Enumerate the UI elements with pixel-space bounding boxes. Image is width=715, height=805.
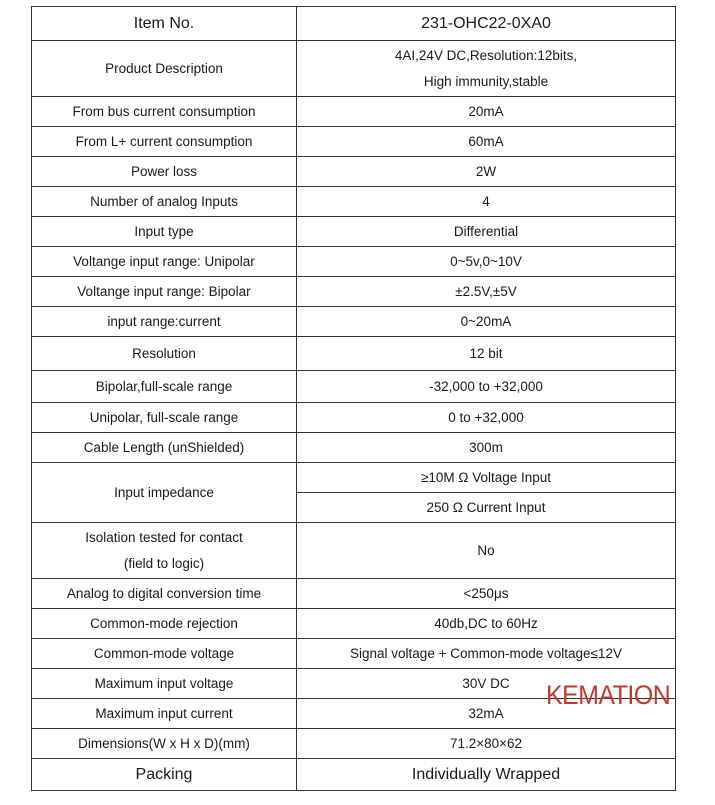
table-row <box>32 127 676 157</box>
row-label: Maximum input current <box>32 699 297 729</box>
row-label: Bipolar,full-scale range <box>32 371 297 403</box>
row-label: Cable Length (unShielded) <box>32 433 297 463</box>
table-row <box>32 609 676 639</box>
item-no-label: Item No. <box>32 7 297 41</box>
table-row <box>32 433 676 463</box>
row-value: 12 bit <box>297 337 676 371</box>
table-row <box>32 97 676 127</box>
row-label: Dimensions(W x H x D)(mm) <box>32 729 297 759</box>
row-label: Resolution <box>32 337 297 371</box>
row-value: -32,000 to +32,000 <box>297 371 676 403</box>
input-impedance-label: Input impedance <box>32 463 297 523</box>
row-label: Input type <box>32 217 297 247</box>
table-row <box>32 523 676 579</box>
table-row <box>32 639 676 669</box>
item-no-value: 231-OHC22-0XA0 <box>297 7 676 41</box>
spec-table <box>31 6 676 791</box>
row-value: 0 to +32,000 <box>297 403 676 433</box>
description-line: High immunity,stable <box>423 73 549 89</box>
table-row <box>32 187 676 217</box>
input-impedance-current: 250 Ω Current Input <box>297 493 676 523</box>
row-value: 300m <box>297 433 676 463</box>
row-value: 32mA <box>297 699 676 729</box>
table-row <box>32 157 676 187</box>
row-value: 71.2×80×62 <box>297 729 676 759</box>
description-line: 4AI,24V DC,Resolution:12bits, <box>394 47 578 63</box>
row-value: 40db,DC to 60Hz <box>297 609 676 639</box>
product-description-value <box>297 41 676 97</box>
isolation-value: No <box>297 523 676 579</box>
row-value: 20mA <box>297 97 676 127</box>
row-value: 4 <box>297 187 676 217</box>
isolation-label-line: (field to logic) <box>123 555 205 571</box>
table-row <box>32 729 676 759</box>
row-label: Power loss <box>32 157 297 187</box>
header-row <box>32 7 676 41</box>
isolation-label <box>32 523 297 579</box>
row-value: 60mA <box>297 127 676 157</box>
row-value: ±2.5V,±5V <box>297 277 676 307</box>
table-row <box>32 41 676 97</box>
table-row <box>32 247 676 277</box>
row-label: Common-mode rejection <box>32 609 297 639</box>
row-label: From bus current consumption <box>32 97 297 127</box>
table-row <box>32 217 676 247</box>
row-label: Voltange input range: Unipolar <box>32 247 297 277</box>
row-value: <250μs <box>297 579 676 609</box>
product-description-label: Product Description <box>32 41 297 97</box>
row-label: From L+ current consumption <box>32 127 297 157</box>
table-row <box>32 307 676 337</box>
row-label: input range:current <box>32 307 297 337</box>
table-row <box>32 337 676 371</box>
row-value: 0~5v,0~10V <box>297 247 676 277</box>
table-row <box>32 277 676 307</box>
row-value: 0~20mA <box>297 307 676 337</box>
input-impedance-voltage: ≥10M Ω Voltage Input <box>297 463 676 493</box>
table-row <box>32 371 676 403</box>
row-value: Differential <box>297 217 676 247</box>
isolation-label-line: Isolation tested for contact <box>85 529 243 545</box>
row-value: 2W <box>297 157 676 187</box>
row-label: Voltange input range: Bipolar <box>32 277 297 307</box>
row-value: 30V DC <box>297 669 676 699</box>
table-row <box>32 579 676 609</box>
row-label: Common-mode voltage <box>32 639 297 669</box>
kemation-watermark: KEMATION <box>546 680 671 710</box>
row-label: Maximum input voltage <box>32 669 297 699</box>
packing-value: Individually Wrapped <box>297 759 676 791</box>
row-label: Unipolar, full-scale range <box>32 403 297 433</box>
table-row <box>32 403 676 433</box>
table-row <box>32 463 676 493</box>
packing-label: Packing <box>32 759 297 791</box>
row-value: Signal voltage + Common-mode voltage≤12V <box>297 639 676 669</box>
row-label: Number of analog Inputs <box>32 187 297 217</box>
packing-row <box>32 759 676 791</box>
row-label: Analog to digital conversion time <box>32 579 297 609</box>
